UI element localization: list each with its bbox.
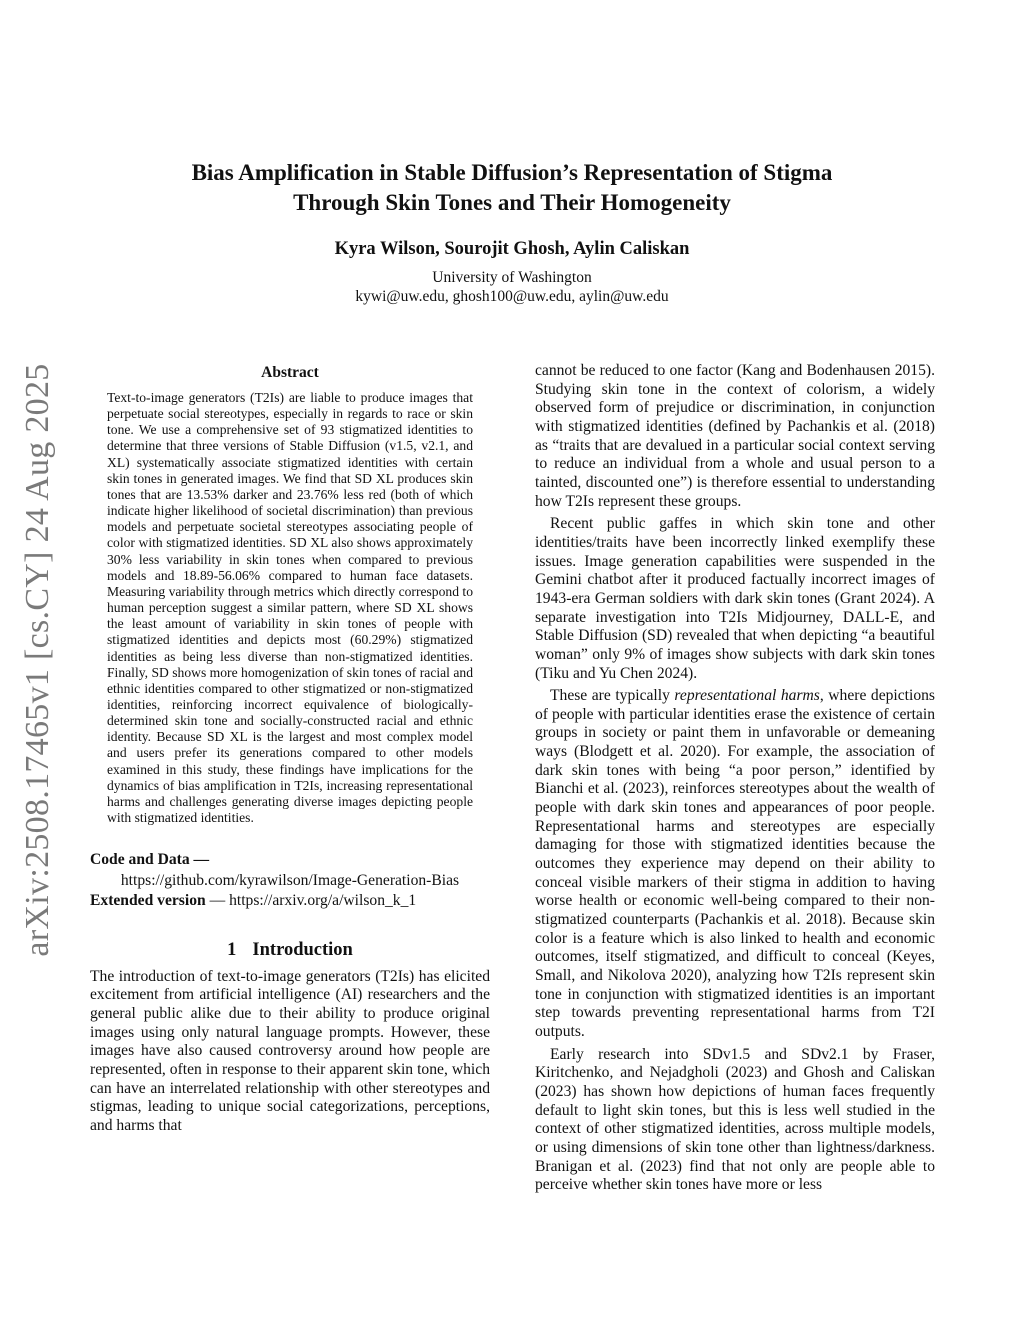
extended-version-label: Extended version [90,892,206,910]
section-heading-introduction [90,938,490,962]
author-list: Kyra Wilson, Sourojit Ghosh, Aylin Caliskan [334,239,690,259]
emphasis-representational-harms: representational harms [674,687,820,705]
code-and-data [90,850,490,912]
abstract-text: Text-to-image generators (T2Is) are liable to produce images that perpetuate social stereotypes, especially in regards to race or skin tone. We use a comprehensive set of 93 stigmatized identities to determine that three versions of Stable Diffusion (v1.5, v2.1, and XL) systematically associate stigmatized identities with certain skin tones in generated images. We find that SD XL produces skin tones that are 13.53% darker and 23.76% less red (both of which indicate higher likelihood of societal discrimination) than previous models and perpetuate societal stereotypes associating people of color with stigmatized identities. SD XL also shows approximately 30% less variability in skin tones when compared to previous models and 18.89-56.06% compared to human face datasets. Measuring variability through metrics which directly correspond to human perception suggest a similar pattern, where SD XL shows the least amount of variability in skin tones of people with stigmatized identities and depicts most (60.29%) stigmatized identities as being less diverse than non-stigmatized identities. Finally, SD shows more homogenization of skin tones of racial and ethnic identities compared to other stigmatized or non-stigmatized identities, reinforcing incorrect equivalence of biologically-determined skin tone and socially-constructed racial and ethnic identity. Because SD XL is the largest and most complex model and users prefer its generations compared to other models examined in this study, these findings have implications for the dynamics of bias amplification in T2Is, increasing representational harms and challenges generating diverse images depicting people with stigmatized identities. [107,390,473,826]
section-title: Introduction [252,939,353,960]
left-column [90,362,490,1136]
paragraph-3-lead: These are typically [550,687,675,705]
arxiv-identifier: arXiv:2508.17465v1 [cs.CY] 24 Aug 2025 [19,363,56,957]
paragraph-3-body: , where depictions of people with particular identities erase the existence of certain groups in society or paint them in unfavorable or demeaning ways (Blodgett et al. 2020). For example, the association of dark skin tones with being “a poor person,” identified by Bianchi et al. (2023), reinforces stereotypes about the wealth of people with dark skin tones and appearances of poor people. Representational harms and stereotypes are especially damaging for those with stigmatized identities because the outcomes they experience may depend on their ability to conceal visible markers of their stigma in addition to having worse health or economic well-being compared to their non-stigmatized counterparts (Pachankis et al. 2018). Because skin color is a feature which is also linked to health and economic outcomes, itself stigmatized, and difficult to conceal (Keyes, Small, and Nikolova 2020), analyzing how T2Is represent skin tone in conjunction with stigmatized identities is an important step towards preventing representational harms from T2I outputs. [535,687,935,1040]
affiliation-block [100,268,924,306]
code-data-link[interactable]: https://github.com/kyrawilson/Image-Generation-Bias [120,871,460,889]
intro-paragraph-3 [535,687,935,1041]
author-emails: kywi@uw.edu, ghosh100@uw.edu, aylin@uw.edu [355,288,669,305]
intro-paragraph-4: Early research into SDv1.5 and SDv2.1 by Fraser, Kiritchenko, and Nejadgholi (2023) and Ghosh and Caliskan (2023) has shown how depictions of human faces frequently default to light skin tones, but this is less well studied in the context of other stigmatized identities, across multiple models, or using dimensions of skin tone other than lightness/darkness. Branigan et al. (2023) find that not only are people able to perceive whether skin tones have more or less [535,1045,935,1194]
title-line-2: Through Skin Tones and Their Homogeneity [293,190,731,215]
title-line-1: Bias Amplification in Stable Diffusion’s Representation of Stigma [191,160,833,185]
abstract-heading: Abstract [261,364,319,381]
intro-paragraph-2: Recent public gaffes in which skin tone and other identities/traits have been incorrectly linked exemplify these issues. Image generation capabilities were suspended in the Gemini chatbot after it produced factually incorrect images of 1943-era German soldiers with dark skin tones (Grant 2024). A separate investigation into T2Is Midjourney, DALL-E, and Stable Diffusion (SD) revealed that when depicting “a beautiful woman” only 9% of images show subjects with dark skin tones (Tiku and Yu Chen 2024). [535,515,935,682]
right-column [535,362,935,1197]
intro-paragraph-continued: cannot be reduced to one factor (Kang and Bodenhausen 2015). Studying skin tone in the context of colorism, a widely observed form of prejudice or discrimination, in conjunction with stigmatized identities (defined by Pachankis et al. (2018) as “traits that are devalued in a particular social context serving to reduce an individual from a whole and usual person to a tainted, discounted one”) is therefore essential to understanding how T2Is represent these groups. [535,362,935,510]
section-number: 1 [227,939,237,960]
code-data-label: Code and Data — [90,851,210,869]
extended-version-separator: — [205,892,230,910]
affiliation: University of Washington [432,269,592,286]
intro-paragraph-1: The introduction of text-to-image generators (T2Is) has elicited excitement from artificial intelligence (AI) researchers and the general public alike due to their ability to produce original images using only natural language prompts. However, these images have also caused controversy around how people are represented, often in response to their apparent skin tone, which can have an interrelated relationship with other stereotypes and stigmas, leading to unique social categorizations, perceptions, and harms that [90,967,490,1134]
extended-version-link[interactable]: https://arxiv.org/a/wilson_k_1 [229,892,417,910]
paper-title [100,158,924,218]
